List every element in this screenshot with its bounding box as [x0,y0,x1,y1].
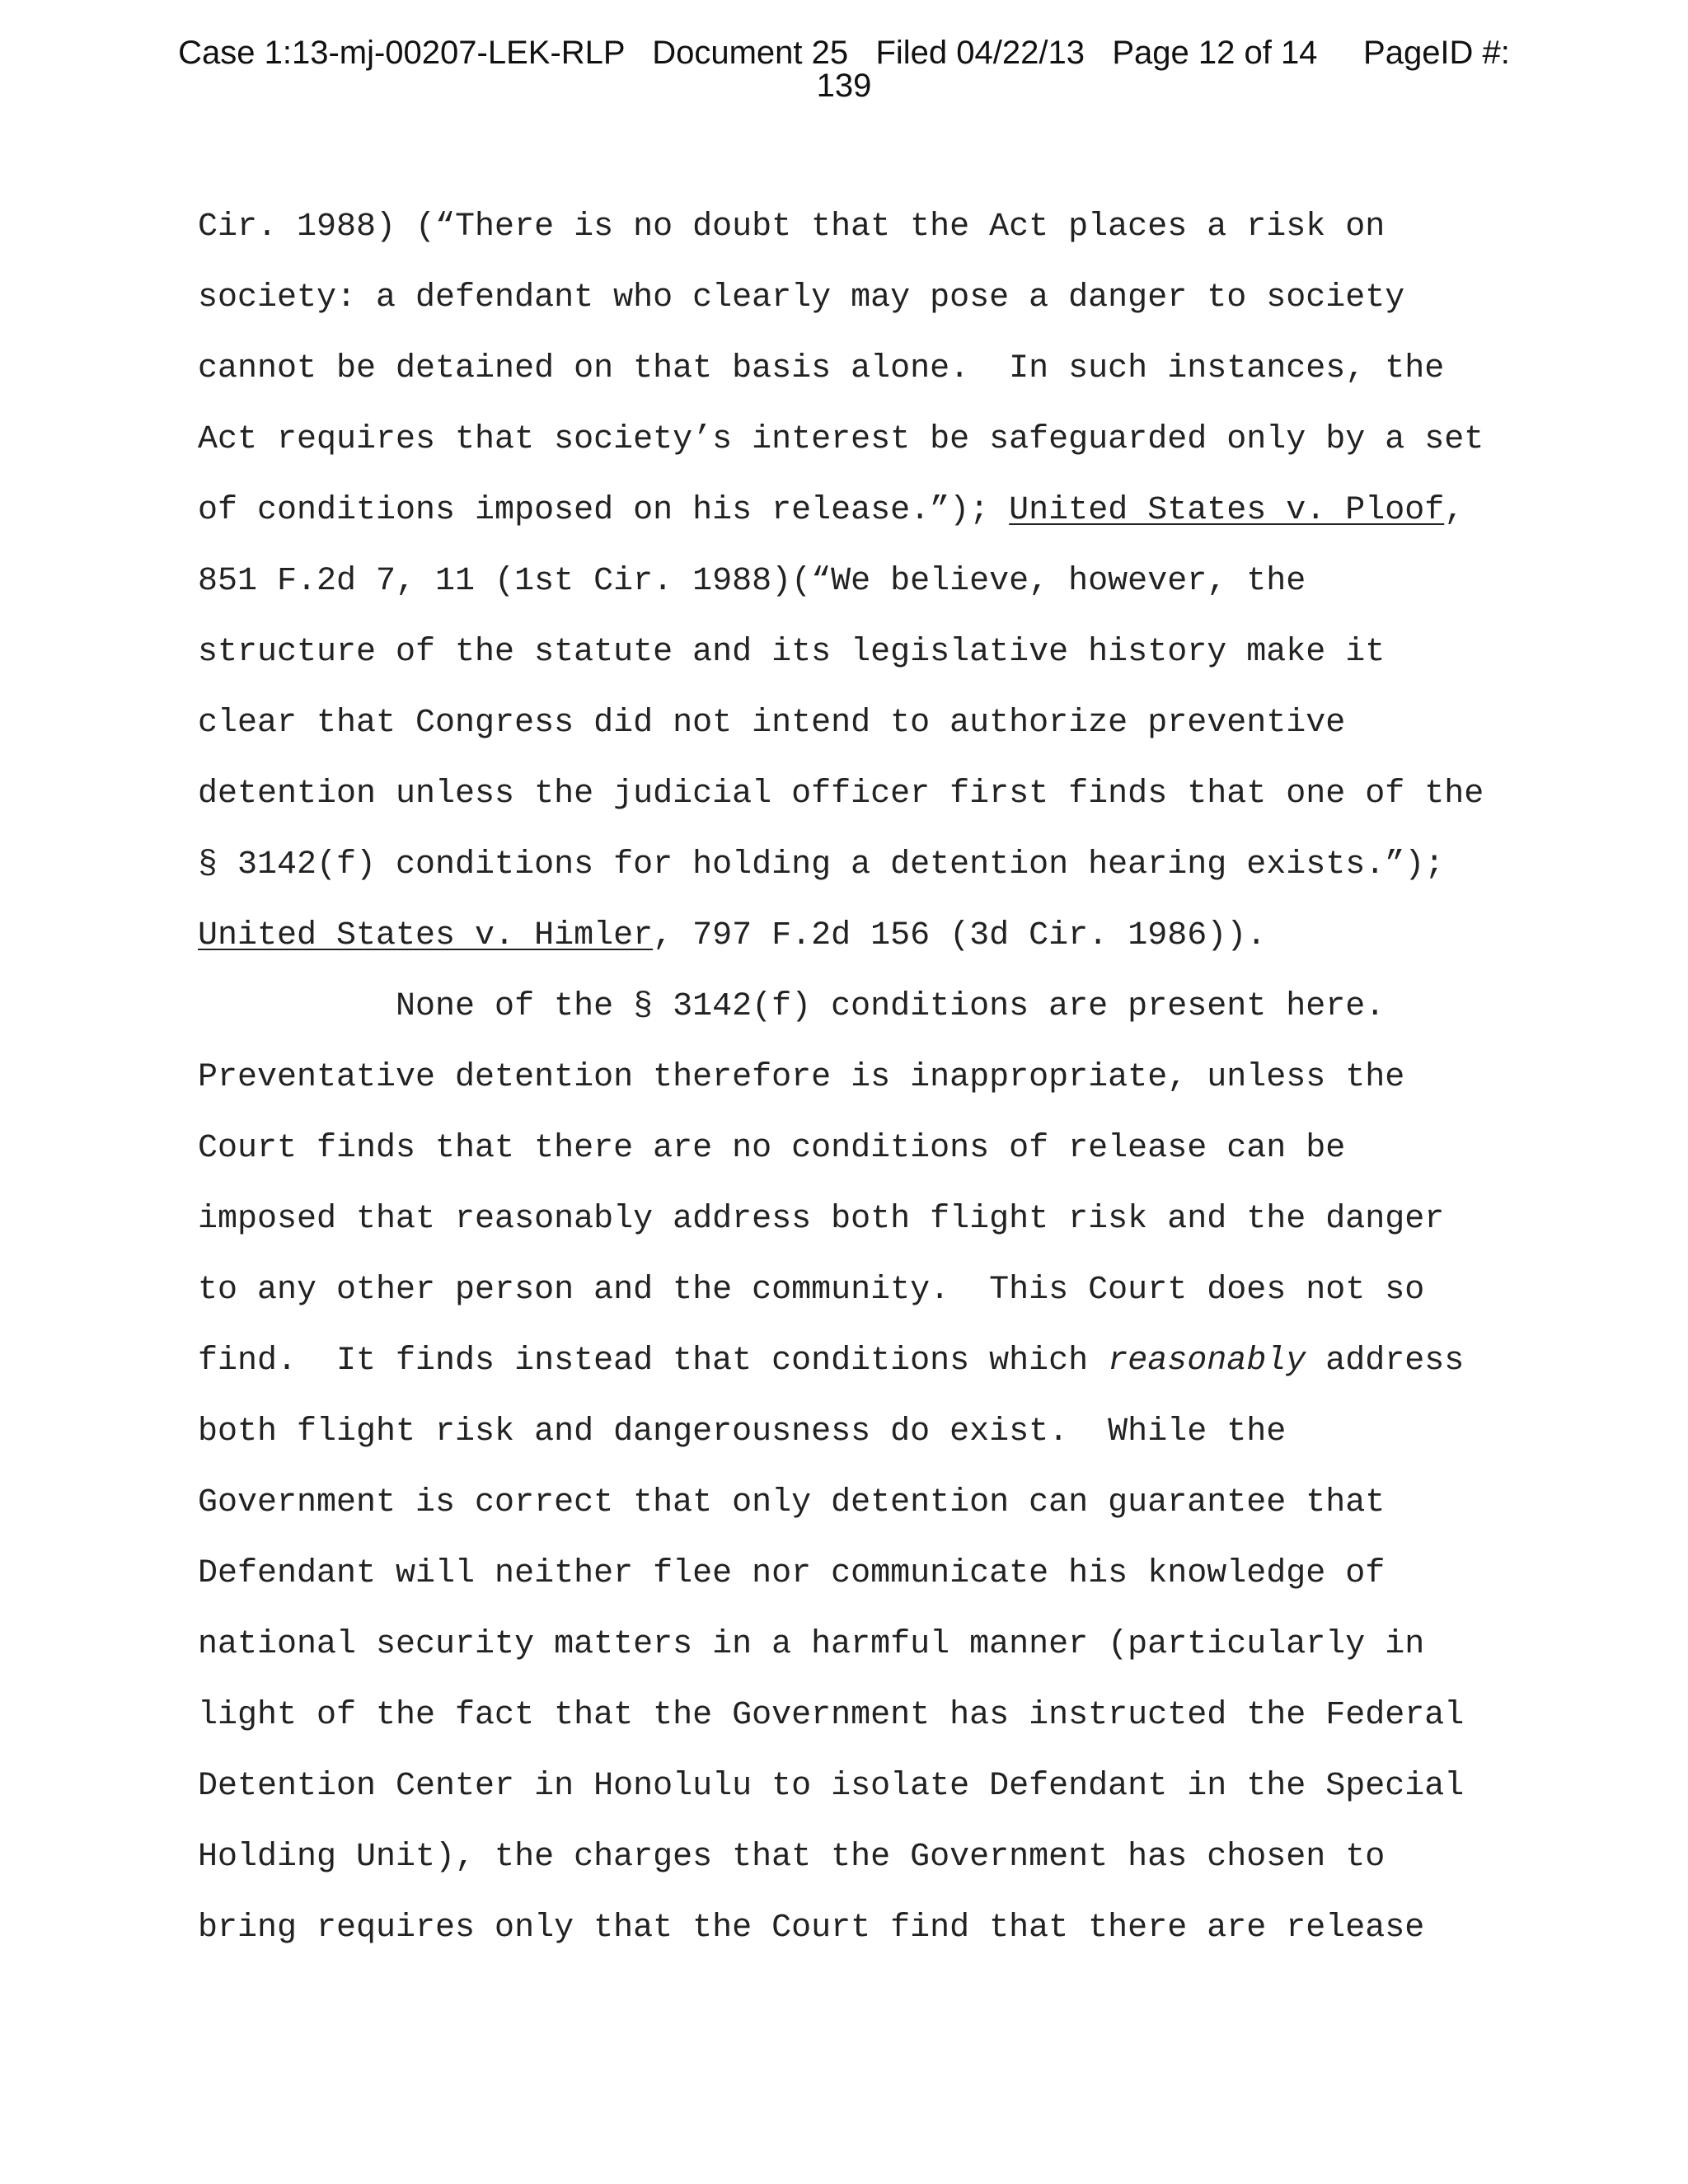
page-number: Page 12 of 14 [1112,35,1318,71]
header-line-1 [0,36,1688,69]
text-line: detention unless the judicial officer first finds that one of the [198,776,1484,813]
case-citation-ploof: United States v. Ploof [1009,492,1445,529]
text-line: clear that Congress did not intend to authorize preventive [198,705,1346,742]
document-number: Document 25 [652,35,849,71]
text-line: both flight risk and dangerousness do exist. While the [198,1413,1287,1451]
text-line: Preventative detention therefore is inappropriate, unless the [198,1059,1405,1096]
text-line: light of the fact that the Government has instructed the Federal [198,1697,1465,1734]
text-line: 851 F.2d 7, 11 (1st Cir. 1988)(“We believe, however, the [198,563,1306,600]
text-line: Detention Center in Honolulu to isolate Defendant in the Special [198,1768,1465,1805]
text-line: to any other person and the community. This Court does not so [198,1272,1425,1309]
text-line: bring requires only that the Court find that there are release [198,1910,1425,1947]
pageid-label: PageID #: [1363,35,1510,71]
emphasis-reasonably: reasonably [1108,1343,1306,1380]
text-line: structure of the statute and its legislative history make it [198,634,1386,671]
text-segment: , [1444,492,1465,529]
text-line [198,901,1582,972]
page-header [0,36,1688,102]
case-number: Case 1:13-mj-00207-LEK-RLP [178,35,625,71]
case-citation-himler: United States v. Himler [198,917,654,954]
text-line: Cir. 1988) (“There is no doubt that the Act places a risk on [198,209,1386,246]
pageid-number: 139 [816,68,872,104]
text-line [198,476,1582,546]
text-segment: , 797 F.2d 156 (3d Cir. 1986)). [653,917,1267,954]
text-line: national security matters in a harmful manner (particularly in [198,1626,1425,1663]
document-body [198,192,1582,1964]
text-line: Act requires that society’s interest be safeguarded only by a set [198,421,1484,458]
text-line: Court finds that there are no conditions of release can be [198,1130,1346,1167]
filed-date: Filed 04/22/13 [875,35,1085,71]
text-line: Holding Unit), the charges that the Government has chosen to [198,1839,1386,1876]
text-line: cannot be detained on that basis alone. In such instances, the [198,350,1445,387]
text-line [198,1326,1582,1397]
text-line: Defendant will neither flee nor communicate his knowledge of [198,1555,1386,1592]
text-segment: find. It finds instead that conditions which [198,1343,1109,1380]
text-segment: of conditions imposed on his release.”); [198,492,1010,529]
text-line: § 3142(f) conditions for holding a detention hearing exists.”); [198,846,1445,883]
text-segment: address [1306,1343,1465,1380]
text-line: Government is correct that only detention can guarantee that [198,1484,1386,1521]
text-line: None of the § 3142(f) conditions are present here. [198,988,1386,1025]
text-line: society: a defendant who clearly may pose a danger to society [198,279,1405,316]
text-line: imposed that reasonably address both flight risk and the danger [198,1201,1445,1238]
